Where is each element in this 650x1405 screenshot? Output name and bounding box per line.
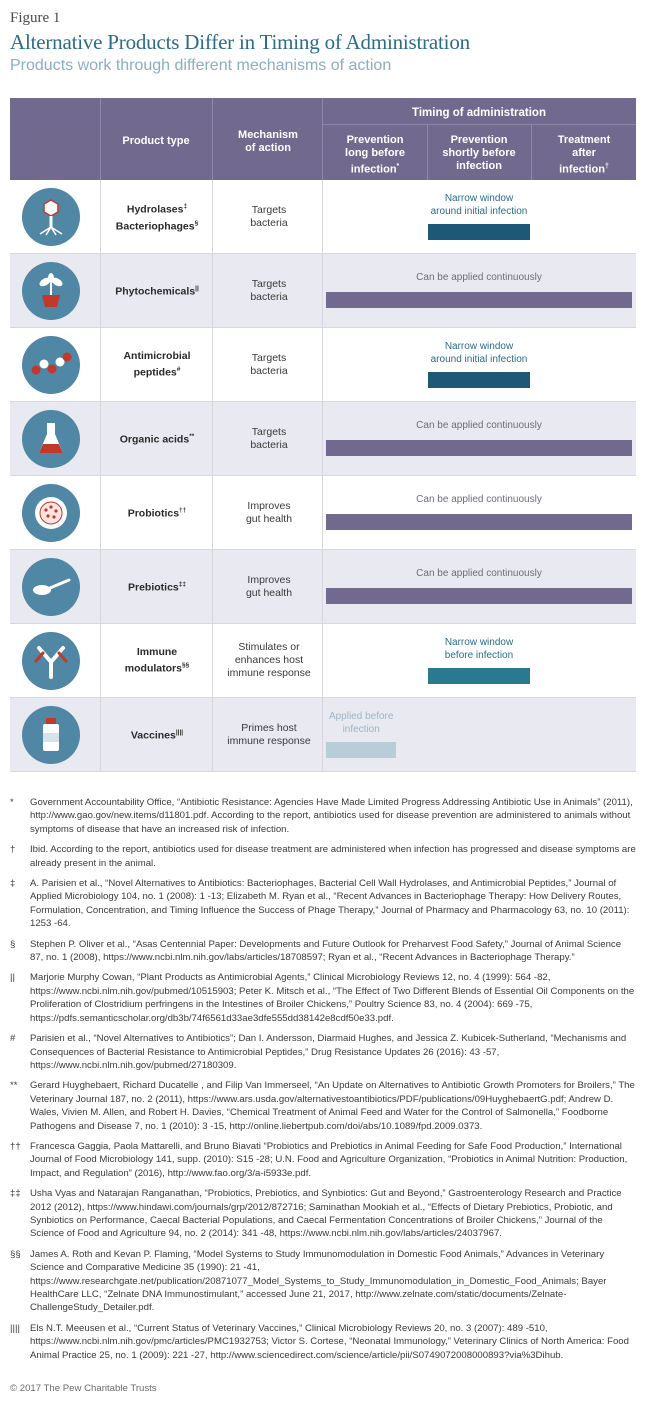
footnote-marker: §§ [10,1248,21,1260]
product-label [128,578,186,595]
timing-note: Can be applied continuously [416,420,542,431]
product-text: Organic acids [119,433,190,446]
mechanism-text [215,402,323,475]
footnote-mark: ‡ [183,203,188,210]
footnote-text: Usha Vyas and Natarajan Ranganathan, “Probiotics, Prebiotics, and Synbiotics: Gut and Beyond,” Gastroenterology Research and Practice 2012 (2012), https://www.hindawi.com/journals/grp/2012/872716; Saminathan Mookiah et al., “Effects of Dietary Prebiotics, Probiotic, and Synbiotics on Performance, Caecal Bacterial Populations, and Caecal Fermentation Concentrations of Broiler Chickens,” Journal of the Science of Food and Agriculture 94, no. 2 (2014): 341 -48, https://www.ncbi.nlm.nih.gov/labs/articles/24037967. [30,1188,622,1240]
bacteriophage-icon [22,188,80,246]
product-label [116,200,198,233]
peptide-chain-icon [22,336,80,394]
product-label [128,504,187,521]
product-name [102,180,212,253]
product-text: Prebiotics [127,581,179,594]
antibody-icon [22,632,80,690]
timing-note: Can be applied continuously [416,494,542,505]
footnote-mark: ** [189,433,195,441]
table-row [10,698,636,772]
footnote-mark: §§ [181,661,190,669]
table-row [10,254,636,328]
column-divider [212,550,213,623]
product-name [102,624,212,697]
table-row [10,328,636,402]
column-divider [212,698,213,771]
footnote-text: A. Parisien et al., “Novel Alternatives to Antibiotics: Bacteriophages, Bacterial Cell Wall Hydrolases, and Antimicrobial Peptides,” Journal of Applied Microbiology 104, no. 1 (2008): 1 -13; Elizabeth M. Ryan et al., “Recent Advances in Bacteriophage Therapy: How Delivery Routes, Formulation, Concentration, and Timing Influence the Success of Phage Therapy,” Journal of Pharmacy and Pharmacology 63, no. 10 (2011): 1253 -64. [30,878,630,930]
petri-dish-icon [22,484,80,542]
col-long-before-label: Prevention long before infection [345,134,405,176]
column-divider [212,180,213,253]
footnote-marker: |||| [10,1322,20,1334]
header-divider [100,98,101,180]
product-text: Antimicrobial peptides [123,349,191,379]
timing-note: Can be applied continuously [416,272,542,283]
col-treatment-after-header [532,134,636,177]
column-divider [212,328,213,401]
product-text: Probiotics [127,507,180,520]
table-row [10,550,636,624]
mechanism-label: Improves gut health [245,499,293,525]
timing-note: Narrow window around initial infection [430,341,528,365]
timing-bar [326,588,632,604]
timing-bar [428,224,530,240]
footnote-marker: # [10,1033,16,1045]
figure-title: Alternative Products Differ in Timing of Administration [10,30,470,54]
timing-note: Narrow window before infection [444,637,514,661]
copyright: © 2017 The Pew Charitable Trusts [10,1383,157,1394]
col-treatment-after-mark: † [604,163,609,170]
footnote [10,1187,636,1241]
header-divider [322,124,636,125]
mechanism-text [215,254,323,327]
footnote [10,843,636,870]
mechanism-text [215,328,323,401]
footnote [10,1248,636,1315]
footnote-marker: †† [10,1140,21,1152]
product-name [102,328,212,401]
footnotes [10,796,636,1369]
timing-note: Applied before infection [328,711,394,735]
product-name [102,402,212,475]
product-text: Bacteriophages [115,220,195,232]
product-text: Vaccines [130,729,176,742]
header-divider [212,98,213,180]
column-divider [100,476,101,549]
footnote-text: Ibid. According to the report, antibiotics used for disease treatment are administered when infection has progressed and disease symptoms are already present in the animal. [30,844,636,869]
mechanism-label: Primes host immune response [227,721,311,747]
footnote-text: Gerard Huyghebaert, Richard Ducatelle , and Filip Van Immerseel, “An Update on Alternatives to Antibiotic Growth Promoters for Broilers,” The Veterinary Journal 187, no. 2 (2011), https://www.ars.usda.gov/alternativestoantibiotics/PDF/publications/09HuyghebaertG.pdf; Andrew D. Wales, Vivien M. Allen, and Robert H. Davies, “Chemical Treatment of Animal Feed and Water for the Control of Salmonella,” Foodborne Pathogens and Disease 7, no. 1 (2010): 3 -15, http://online.liebertpub.com/doi/abs/10.1089/fpd.2009.0373. [30,1080,635,1132]
mechanism-label: Targets bacteria [250,203,288,229]
product-text: Immune modulators [124,645,182,675]
col-shortly-before-header: Prevention shortly before infection [442,134,516,172]
footnote-text: Stephen P. Oliver et al., “Asas Centennial Paper: Developments and Future Outlook for Preharvest Food Safety,” Journal of Animal Science 87, no. 1 (2008), https://www.ncbi.nlm.nih.gov/labs/articles/18708597; Ryan et al., “Recent Advances in Bacteriophage Therapy.” [30,938,622,964]
column-divider [100,624,101,697]
timing-group-header: Timing of administration [412,107,546,119]
product-name [102,254,212,327]
col-long-before-header [324,134,426,177]
product-text: Hydrolases [126,203,184,216]
col-long-before-mark: * [396,163,400,170]
product-type-header: Product type [122,135,190,147]
product-text: Phytochemicals [115,285,196,298]
table-row [10,476,636,550]
spoon-icon [22,558,80,616]
footnote-mark: ‡‡ [178,581,186,589]
footnote-mark: # [176,365,181,373]
footnote-text: James A. Roth and Kevan P. Flaming, “Model Systems to Study Immunomodulation in Domestic Food Animals,” Advances in Veterinary Science and Comparative Medicine 35 (1990): 21 -41, https://www.researchgate.net/publication/20871077_Model_Systems_to_Study_Immunomodulation_in_Domestic_Food_Animals; Bayer HealthCare LLC, “Zelnate DNA Immunostimulant,” accessed June 21, 2017, http://www.zelnate.com/static/documents/Zelnate-ChallengeStudy_Detailer.pdf. [30,1248,607,1314]
mechanism-text [215,698,323,771]
figure-subtitle: Products work through different mechanisms of action [10,57,392,74]
column-divider [100,328,101,401]
mechanism-label: Targets bacteria [250,351,288,377]
footnote [10,877,636,931]
figure-label: Figure 1 [10,10,61,26]
mechanism-text [215,180,323,253]
mechanism-text [215,550,323,623]
footnote-text: Marjorie Murphy Cowan, “Plant Products as Antimicrobial Agents,” Clinical Microbiology Reviews 12, no. 4 (1999): 564 -82, https://www.ncbi.nlm.nih.gov/pubmed/10515903; Peter K. Mitsch et al., “The Effect of Two Different Blends of Essential Oil Components on the Proliferation of Clostridium perfringens in the Intestines of Broiler Chickens,” Poultry Science 83, no. 4 (2004): 669 -75, https://pdfs.semanticscholar.org/db3b/74f6561d33ae3dfe555dd38142e8cdf50e33.pdf. [30,972,635,1024]
column-divider [100,698,101,771]
product-name [102,550,212,623]
timing-bar [326,514,632,530]
footnote-text: Francesca Gaggia, Paola Mattarelli, and Bruno Biavati “Probiotics and Prebiotics in Animal Feeding for Safe Food Production,” International Journal of Food Microbiology 141, supp. (2010): S15 -28; U.N. Food and Agriculture Organization, “Probiotics in Animal Nutrition: Production, Impact, and Regulation” (2016), http://www.fao.org/3/a-i5933e.pdf. [30,1140,628,1179]
mechanism-text [215,624,323,697]
footnote-mark: || [195,285,199,293]
footnote-marker: || [10,972,15,984]
footnote-marker: ‡‡ [10,1188,21,1200]
table-row [10,180,636,254]
mechanism-label: Targets bacteria [250,277,288,303]
footnote-text: Government Accountability Office, “Antibiotic Resistance: Agencies Have Made Limited Progress Addressing Antibiotic Use in Animals” (2011), http://www.gao.gov/new.items/d11801.pdf. According to the report, antibiotics used for disease prevention are administered to animals without symptoms of disease that have an increased risk of infection. [30,797,633,835]
column-divider [212,624,213,697]
mechanism-header: Mechanism of action [238,129,298,154]
vaccine-vial-icon [22,706,80,764]
col-treatment-after-label: Treatment after infection [557,134,611,176]
table-header [10,98,636,180]
timing-table [10,98,636,772]
product-name [102,698,212,771]
flask-icon [22,410,80,468]
column-divider [100,402,101,475]
footnote [10,938,636,965]
footnote [10,971,636,1025]
timing-bar [326,292,632,308]
footnote-mark: †† [179,507,187,515]
column-divider [212,402,213,475]
product-label [123,350,190,380]
footnote [10,796,636,836]
timing-note: Narrow window around initial infection [430,193,528,217]
timing-bar [326,742,396,758]
footnote [10,1032,636,1072]
mechanism-label: Targets bacteria [250,425,288,451]
plant-icon [22,262,80,320]
footnote [10,1140,636,1180]
footnote-text: Els N.T. Meeusen et al., “Current Status of Veterinary Vaccines,” Clinical Microbiology Reviews 20, no. 3 (2007): 489 -510, https://www.ncbi.nlm.nih.gov/pmc/articles/PMC1932753; Victor S. Cortese, “Neonatal Immunology,” Veterinary Clinics of North America: Food Animal Practice 25, no. 1 (2009): 221 -27, http://www.sciencedirect.com/science/article/pii/S0749072008000893?via%3Dihub. [30,1322,629,1361]
mechanism-label: Improves gut health [245,573,293,599]
footnote-mark: § [194,219,199,227]
product-label [125,646,189,676]
footnote-marker: † [10,844,16,856]
timing-bar [326,440,632,456]
column-divider [212,476,213,549]
column-divider [100,254,101,327]
table-row [10,402,636,476]
column-divider [100,180,101,253]
mechanism-label: Stimulates or enhances host immune response [227,641,311,679]
footnote [10,1079,636,1133]
timing-bar [428,668,530,684]
timing-bar [428,372,530,388]
product-label [131,726,183,743]
table-row [10,624,636,698]
product-label [120,430,195,447]
footnote [10,1322,636,1362]
footnote-marker: ** [10,1080,18,1092]
column-divider [212,254,213,327]
footnote-marker: ‡ [10,878,16,890]
mechanism-text [215,476,323,549]
product-label [115,282,199,299]
column-divider [100,550,101,623]
footnote-text: Parisien et al., “Novel Alternatives to Antibiotics”; Dan I. Andersson, Diarmaid Hughes, and Jessica Z. Kubicek-Sutherland, “Mechanisms and Consequences of Bacterial Resistance to Antimicrobial Peptides,” Drug Resistance Updates 26 (2016): 43 -57, https://www.ncbi.nlm.nih.gov/pubmed/27180309. [30,1033,627,1071]
product-name [102,476,212,549]
footnote-mark: |||| [175,729,184,737]
footnote-marker: * [10,797,14,808]
timing-note: Can be applied continuously [416,568,542,579]
footnote-marker: § [10,938,16,950]
